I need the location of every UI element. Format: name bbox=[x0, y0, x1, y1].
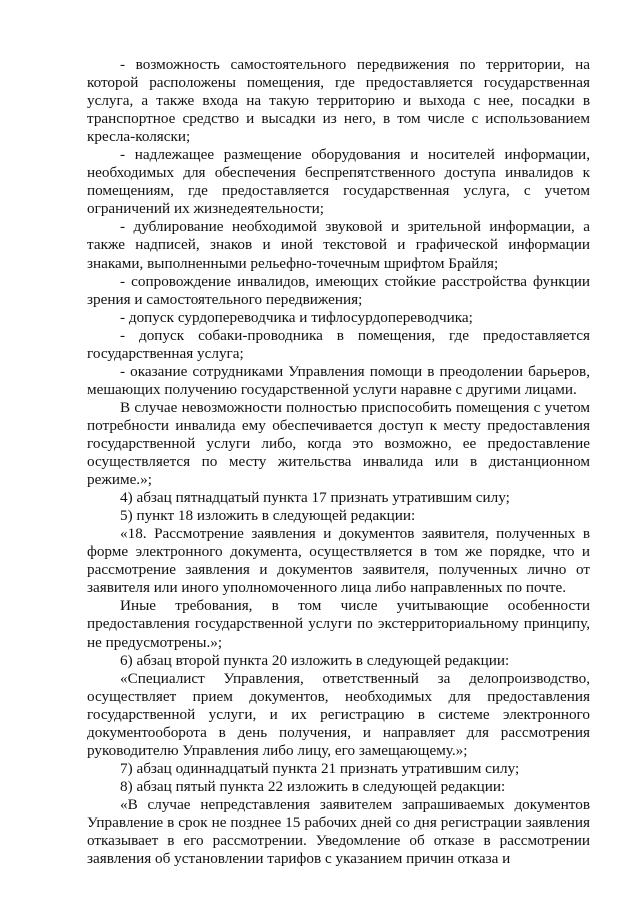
paragraph-braille-duplication: - дублирование необходимой звуковой и зрительной информации, а также надписей, знаков и иной текстовой и графической информации знаками, выполненными рельефно-точечным шрифтом Брайля; bbox=[87, 218, 590, 272]
clause-18-other-requirements: Иные требования, в том числе учитывающие особенности предоставления государственной услуги по экстерриториальному принципу, не предусмотрены.»; bbox=[87, 597, 590, 651]
amendment-item-8: 8) абзац пятый пункта 22 изложить в следующей редакции: bbox=[120, 777, 506, 795]
amendment-item-7: 7) абзац одиннадцатый пункта 21 признать утратившим силу; bbox=[120, 759, 520, 777]
paragraph-sign-interpreter: - допуск сурдопереводчика и тифлосурдопереводчика; bbox=[120, 308, 473, 326]
clause-18-text: «18. Рассмотрение заявления и документов заявителя, полученных в форме электронного документа, осуществляется в том же порядке, что и рассмотрение заявления и документов заявителя, полученных лично от заявителя или иного уполномоченного лица либо направленных по почте. bbox=[87, 525, 590, 597]
amendment-item-5: 5) пункт 18 изложить в следующей редакции: bbox=[120, 507, 416, 525]
paragraph-escort: - сопровождение инвалидов, имеющих стойкие расстройства функции зрения и самостоятельного передвижения; bbox=[87, 272, 590, 308]
paragraph-guide-dog: - допуск собаки-проводника в помещения, где предоставляется государственная услуга; bbox=[87, 326, 590, 362]
clause-22-text: «В случае непредставления заявителем запрашиваемых документов Управление в срок не позднее 15 рабочих дней со дня регистрации заявления отказывает в его рассмотрении. Уведомление об отказе в рассмотрении заявления об установлении тарифов с указанием причин отказа и bbox=[87, 795, 590, 868]
paragraph-equipment-placement: - надлежащее размещение оборудования и носителей информации, необходимых для обеспечения беспрепятственного доступа инвалидов к помещениям, где предоставляется государственная услуга, с учетом ограничений их жизнедеятельности; bbox=[87, 146, 590, 218]
paragraph-remote-service: В случае невозможности полностью приспособить помещения с учетом потребности инвалида ему обеспечивается доступ к месту предоставления государственной услуги либо, когда это возможно, ее предоставление осуществляется по месту жительства инвалида или в дистанционном режиме.»; bbox=[87, 398, 590, 489]
document-page bbox=[87, 56, 590, 868]
paragraph-staff-assistance: - оказание сотрудниками Управления помощи в преодолении барьеров, мешающих получению государственной услуги наравне с другими лицами. bbox=[87, 362, 590, 398]
clause-20-text: «Специалист Управления, ответственный за делопроизводство, осуществляет прием документов, необходимых для предоставления государственной услуги, и их регистрацию в системе электронного документооборота в день получения, и направляет для рассмотрения руководителю Управления либо лицу, его замещающему.»; bbox=[87, 669, 590, 759]
paragraph-wheelchair-access: - возможность самостоятельного передвижения по территории, на которой расположены помещения, где предоставляется государственная услуга, а также входа на такую территорию и выхода с нее, посадки в транспортное средство и высадки из него, в том числе с использованием кресла-коляски; bbox=[87, 56, 590, 146]
amendment-item-4: 4) абзац пятнадцатый пункта 17 признать утратившим силу; bbox=[120, 489, 510, 507]
amendment-item-6: 6) абзац второй пункта 20 изложить в следующей редакции: bbox=[120, 651, 510, 669]
